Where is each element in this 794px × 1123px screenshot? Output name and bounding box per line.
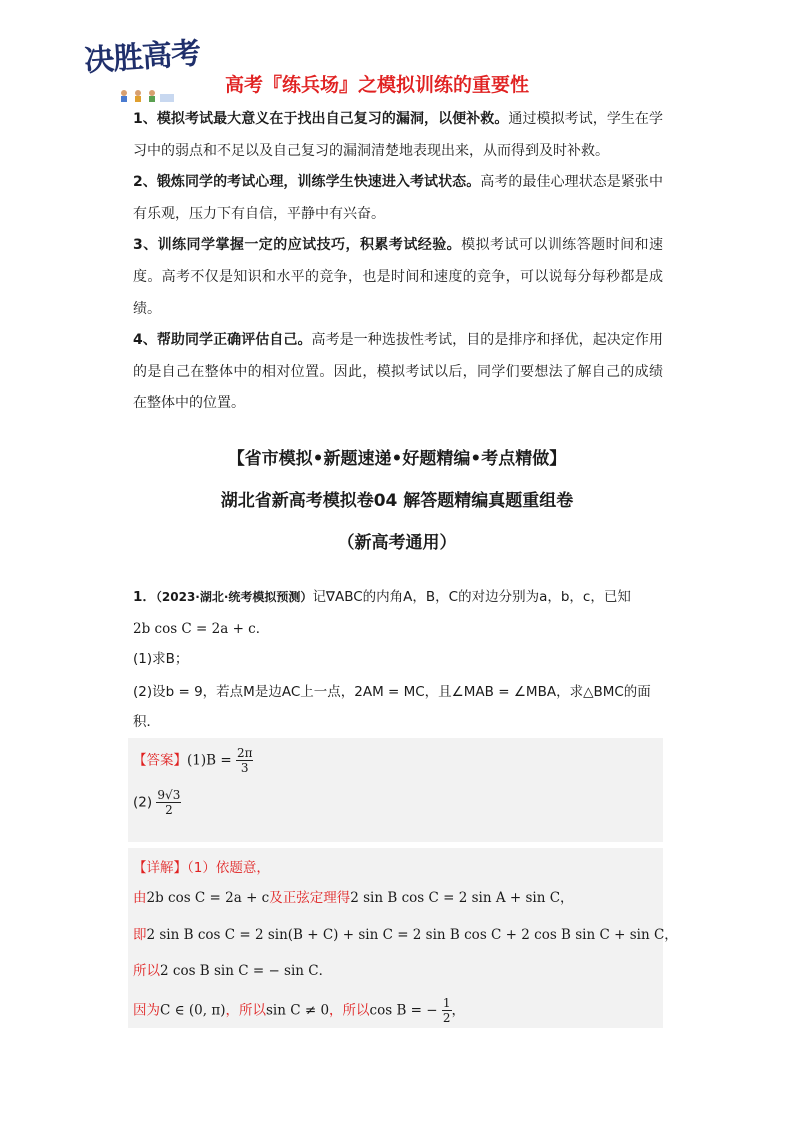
intro-item: 2、锻炼同学的考试心理，训练学生快速进入考试状态。高考的最佳心理状态是紧张中有乐观，压力下有自信，平静中有兴奋。 bbox=[133, 174, 663, 222]
answer-2: (2) $\frac{9√3}{2}$ bbox=[133, 788, 181, 817]
intro-item: 4、帮助同学正确评估自己。高考是一种选拔性考试，目的是排序和择优，起决定作用的是自己在整体中的相对位置。因此，模拟考试以后，同学们要想法了解自己的成绩在整体中的位置。 bbox=[133, 332, 663, 412]
detail-line-1: 由2b cos C = 2a + c及正弦定理得2 sin B cos C = 2 sin A + sin C， bbox=[133, 890, 574, 906]
intro-section bbox=[133, 104, 663, 420]
detail-line-2: 即2 sin B cos C = 2 sin(B + C) + sin C = 2 sin B cos C + 2 cos B sin C + sin C， bbox=[133, 927, 678, 943]
question-part2-cont: 积． bbox=[133, 714, 160, 730]
logo-students-illustration bbox=[116, 88, 176, 102]
paper-subtitle: （新高考通用） bbox=[337, 533, 457, 553]
answer-1: 【答案】(1)B = $\frac{2\pi}{3}$ bbox=[133, 746, 253, 775]
logo bbox=[80, 28, 220, 104]
detail-line-3: 所以2 cos B sin C = − sin C． bbox=[133, 963, 333, 979]
logo-text: 决胜高考 bbox=[83, 35, 202, 79]
series-title: 【省市模拟•新题速递•好题精编•考点精做】 bbox=[227, 449, 567, 469]
banner-title: 高考『练兵场』之模拟训练的重要性 bbox=[225, 74, 530, 96]
paper-title: 湖北省新高考模拟卷04 解答题精编真题重组卷 bbox=[220, 491, 574, 511]
intro-item: 1、模拟考试最大意义在于找出自己复习的漏洞，以便补救。通过模拟考试，学生在学习中的弱点和不足以及自己复习的漏洞清楚地表现出来，从而得到及时补救。 bbox=[133, 111, 663, 159]
question-part1: (1)求B； bbox=[133, 651, 189, 667]
question-condition: 2b cos C = 2a + c． bbox=[133, 621, 270, 637]
detail-line-4: 因为C ∈ (0, π)，所以sin C ≠ 0，所以cos B = − $\frac{1}{2}$ ， bbox=[133, 996, 466, 1025]
question-part2: (2)设b = 9，若点M是边AC上一点，2AM = MC，且∠MAB = ∠MBA，求△BMC的面 bbox=[133, 684, 651, 700]
question-stem: 1．（2023·湖北·统考模拟预测）记∇ABC的内角A，B，C的对边分别为a，b，c，已知 bbox=[133, 589, 631, 605]
intro-item: 3、训练同学掌握一定的应试技巧，积累考试经验。模拟考试可以训练答题时间和速度。高考不仅是知识和水平的竞争，也是时间和速度的竞争，可以说每分每秒都是成绩。 bbox=[133, 237, 663, 317]
detail-head: 【详解】（1）依题意， bbox=[133, 860, 270, 876]
